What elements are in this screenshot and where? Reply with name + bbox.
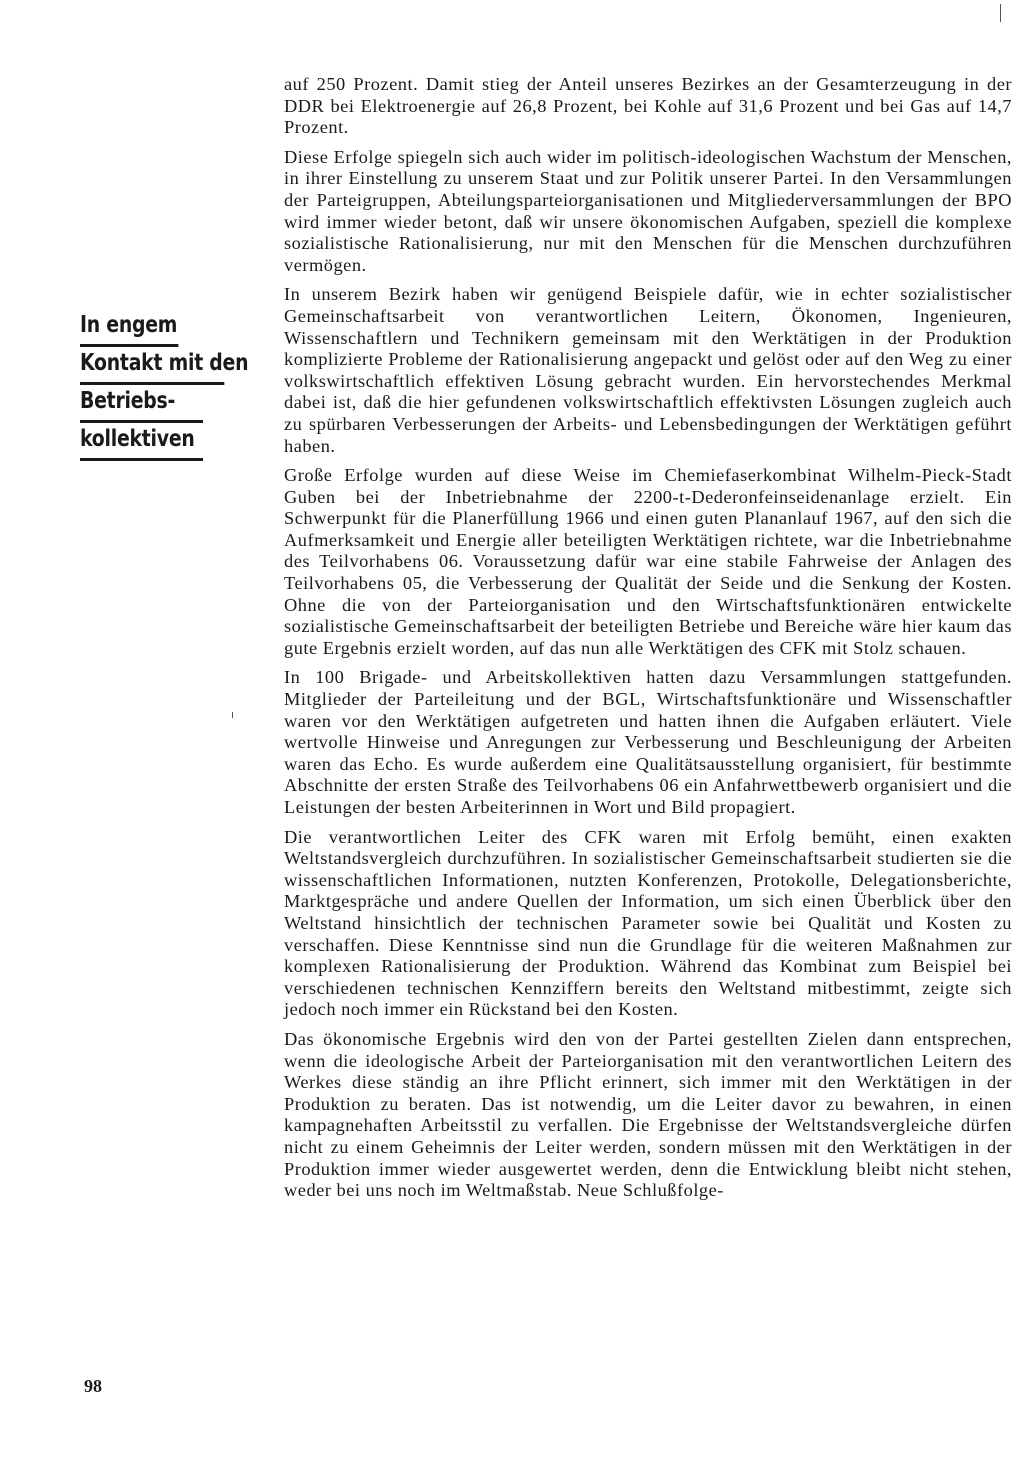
paragraph: Diese Erfolge spiegeln sich auch wider im politisch-ideologischen Wachstum der Menschen, in ihrer Einstellung zu unserem Staat und zur Politik unserer Partei. In den Versammlungen der Parteigruppen, Abteilungsparteiorganisationen und Mitgliederversammlungen der BPO wird immer wieder betont, daß wir unsere ökonomischen Aufgaben, speziell die komplexe sozialistische Rationalisierung, nur mit den Menschen für die Menschen durchzuführen vermögen. (284, 146, 1012, 275)
paragraph: Die verantwortlichen Leiter des CFK waren mit Erfolg bemüht, einen exakten Weltstandsvergleich durchzuführen. In sozialistischer Gemeinschaftsarbeit studierten sie die wissenschaftlichen Informationen, nutzten Konferenzen, Protokolle, Delegationsberichte, Marktgespräche und andere Quellen der Information, um sich einen Überblick über den Weltstand hinsichtlich der technischen Parameter sowie bei Qualität und Kosten zu verschaffen. Diese Kenntnisse sind nun die Grundlage für die weiteren Maßnahmen zur komplexen Rationalisierung der Produktion. Während das Kombinat zum Beispiel bei verschiedenen technischen Kennziffern bereits den Weltstand mitbestimmt, zeigte sich jedoch noch immer ein Rückstand bei den Kosten. (284, 826, 1012, 1020)
body-text (284, 74, 1012, 1210)
paragraph: auf 250 Prozent. Damit stieg der Anteil unseres Bezirkes an der Gesamterzeugung in der DDR bei Elektroenergie auf 26,8 Prozent, bei Kohle auf 31,6 Prozent und bei Gas auf 14,7 Prozent. (284, 74, 1012, 138)
paragraph: Große Erfolge wurden auf diese Weise im Chemiefaserkombinat Wilhelm-Pieck-Stadt Guben bei der Inbetriebnahme der 2200-t-Dederonfeinseidenanlage erzielt. Ein Schwerpunkt für die Planerfüllung 1966 und einen guten Plananlauf 1967, auf den sich die Aufmerksamkeit und Energie aller beteiligten Werktätigen richtete, war die Inbetriebnahme des Teilvorhabens 06. Voraussetzung dafür war eine stabile Fahrweise der Anlagen des Teilvorhabens 05, die Verbesserung der Qualität der Seide und die Senkung der Kosten. Ohne die von der Parteiorganisation und den Wirtschaftsfunktionären entwickelte sozialistische Gemeinschaftsarbeit der beteiligten Betriebe und Bereiche wäre hier kaum das gute Ergebnis erzielt worden, auf das nun alle Werktätigen des CFK mit Stolz schauen. (284, 465, 1012, 658)
paragraph: In unserem Bezirk haben wir genügend Beispiele dafür, wie in echter sozialistischer Gemeinschaftsarbeit von verantwortlichen Leitern, Ökonomen, Ingenieuren, Wissenschaftlern und Technikern gemeinsam mit den Werktätigen in der Produktion komplizierte Probleme der Rationalisierung angepackt und gelöst oder auf den Weg zu einer volkswirtschaftlich effektiven Lösung gebracht wurden. Ein hervorstechendes Merkmal dabei ist, daß die hier gefundenen volkswirtschaftlich effektivsten Lösungen zugleich auch zu spürbaren Verbesserungen der Arbeits- und Lebensbedingungen der Werktätigen geführt haben. (284, 284, 1012, 456)
margin-heading-line: Kontakt mit den (80, 350, 224, 385)
margin-heading-line: Betriebs- (80, 388, 203, 423)
page-number: 98 (84, 1376, 102, 1396)
scan-artifact (1000, 4, 1001, 22)
paragraph: Das ökonomische Ergebnis wird den von der Partei gestellten Zielen dann entsprechen, wenn die ideologische Arbeit der Parteiorganisation mit den verantwortlichen Leitern des Werkes diese ständig an ihre Pflicht erinnert, sich immer mit den Werktätigen in der Produktion zu beraten. Das ist notwendig, um die Leiter davor zu bewahren, in einen kampagnehaften Arbeitsstil zu verfallen. Die Ergebnisse der Weltstandsvergleiche dürfen nicht zu einem Geheimnis der Leiter werden, sondern müssen mit den Werktätigen in der Produktion immer wieder ausgewertet werden, denn die Entwicklung bleibt nicht stehen, weder bei uns noch im Weltmaßstab. Neue Schlußfolge- (284, 1028, 1012, 1201)
paragraph: In 100 Brigade- und Arbeitskollektiven hatten dazu Versammlungen stattgefunden. Mitglieder der Parteileitung und der BGL, Wirtschaftsfunktionäre und Wissenschaftler waren vor den Werktätigen aufgetreten und hatten ihnen die Aufgaben erläutert. Viele wertvolle Hinweise und Anregungen zur Verbesserung und Beschleunigung der Arbeiten waren das Echo. Es wurde außerdem eine Qualitätsausstellung organisiert, für bestimmte Abschnitte der ersten Straße des Teilvorhabens 06 ein Anfahrwettbewerb organisiert und die Leistungen der besten Arbeiterinnen in Wort und Bild propagiert. (284, 667, 1012, 817)
scan-artifact (232, 712, 233, 718)
margin-heading-line: In engem (80, 312, 178, 347)
margin-heading-line: kollektiven (80, 426, 203, 461)
margin-heading (80, 312, 256, 464)
